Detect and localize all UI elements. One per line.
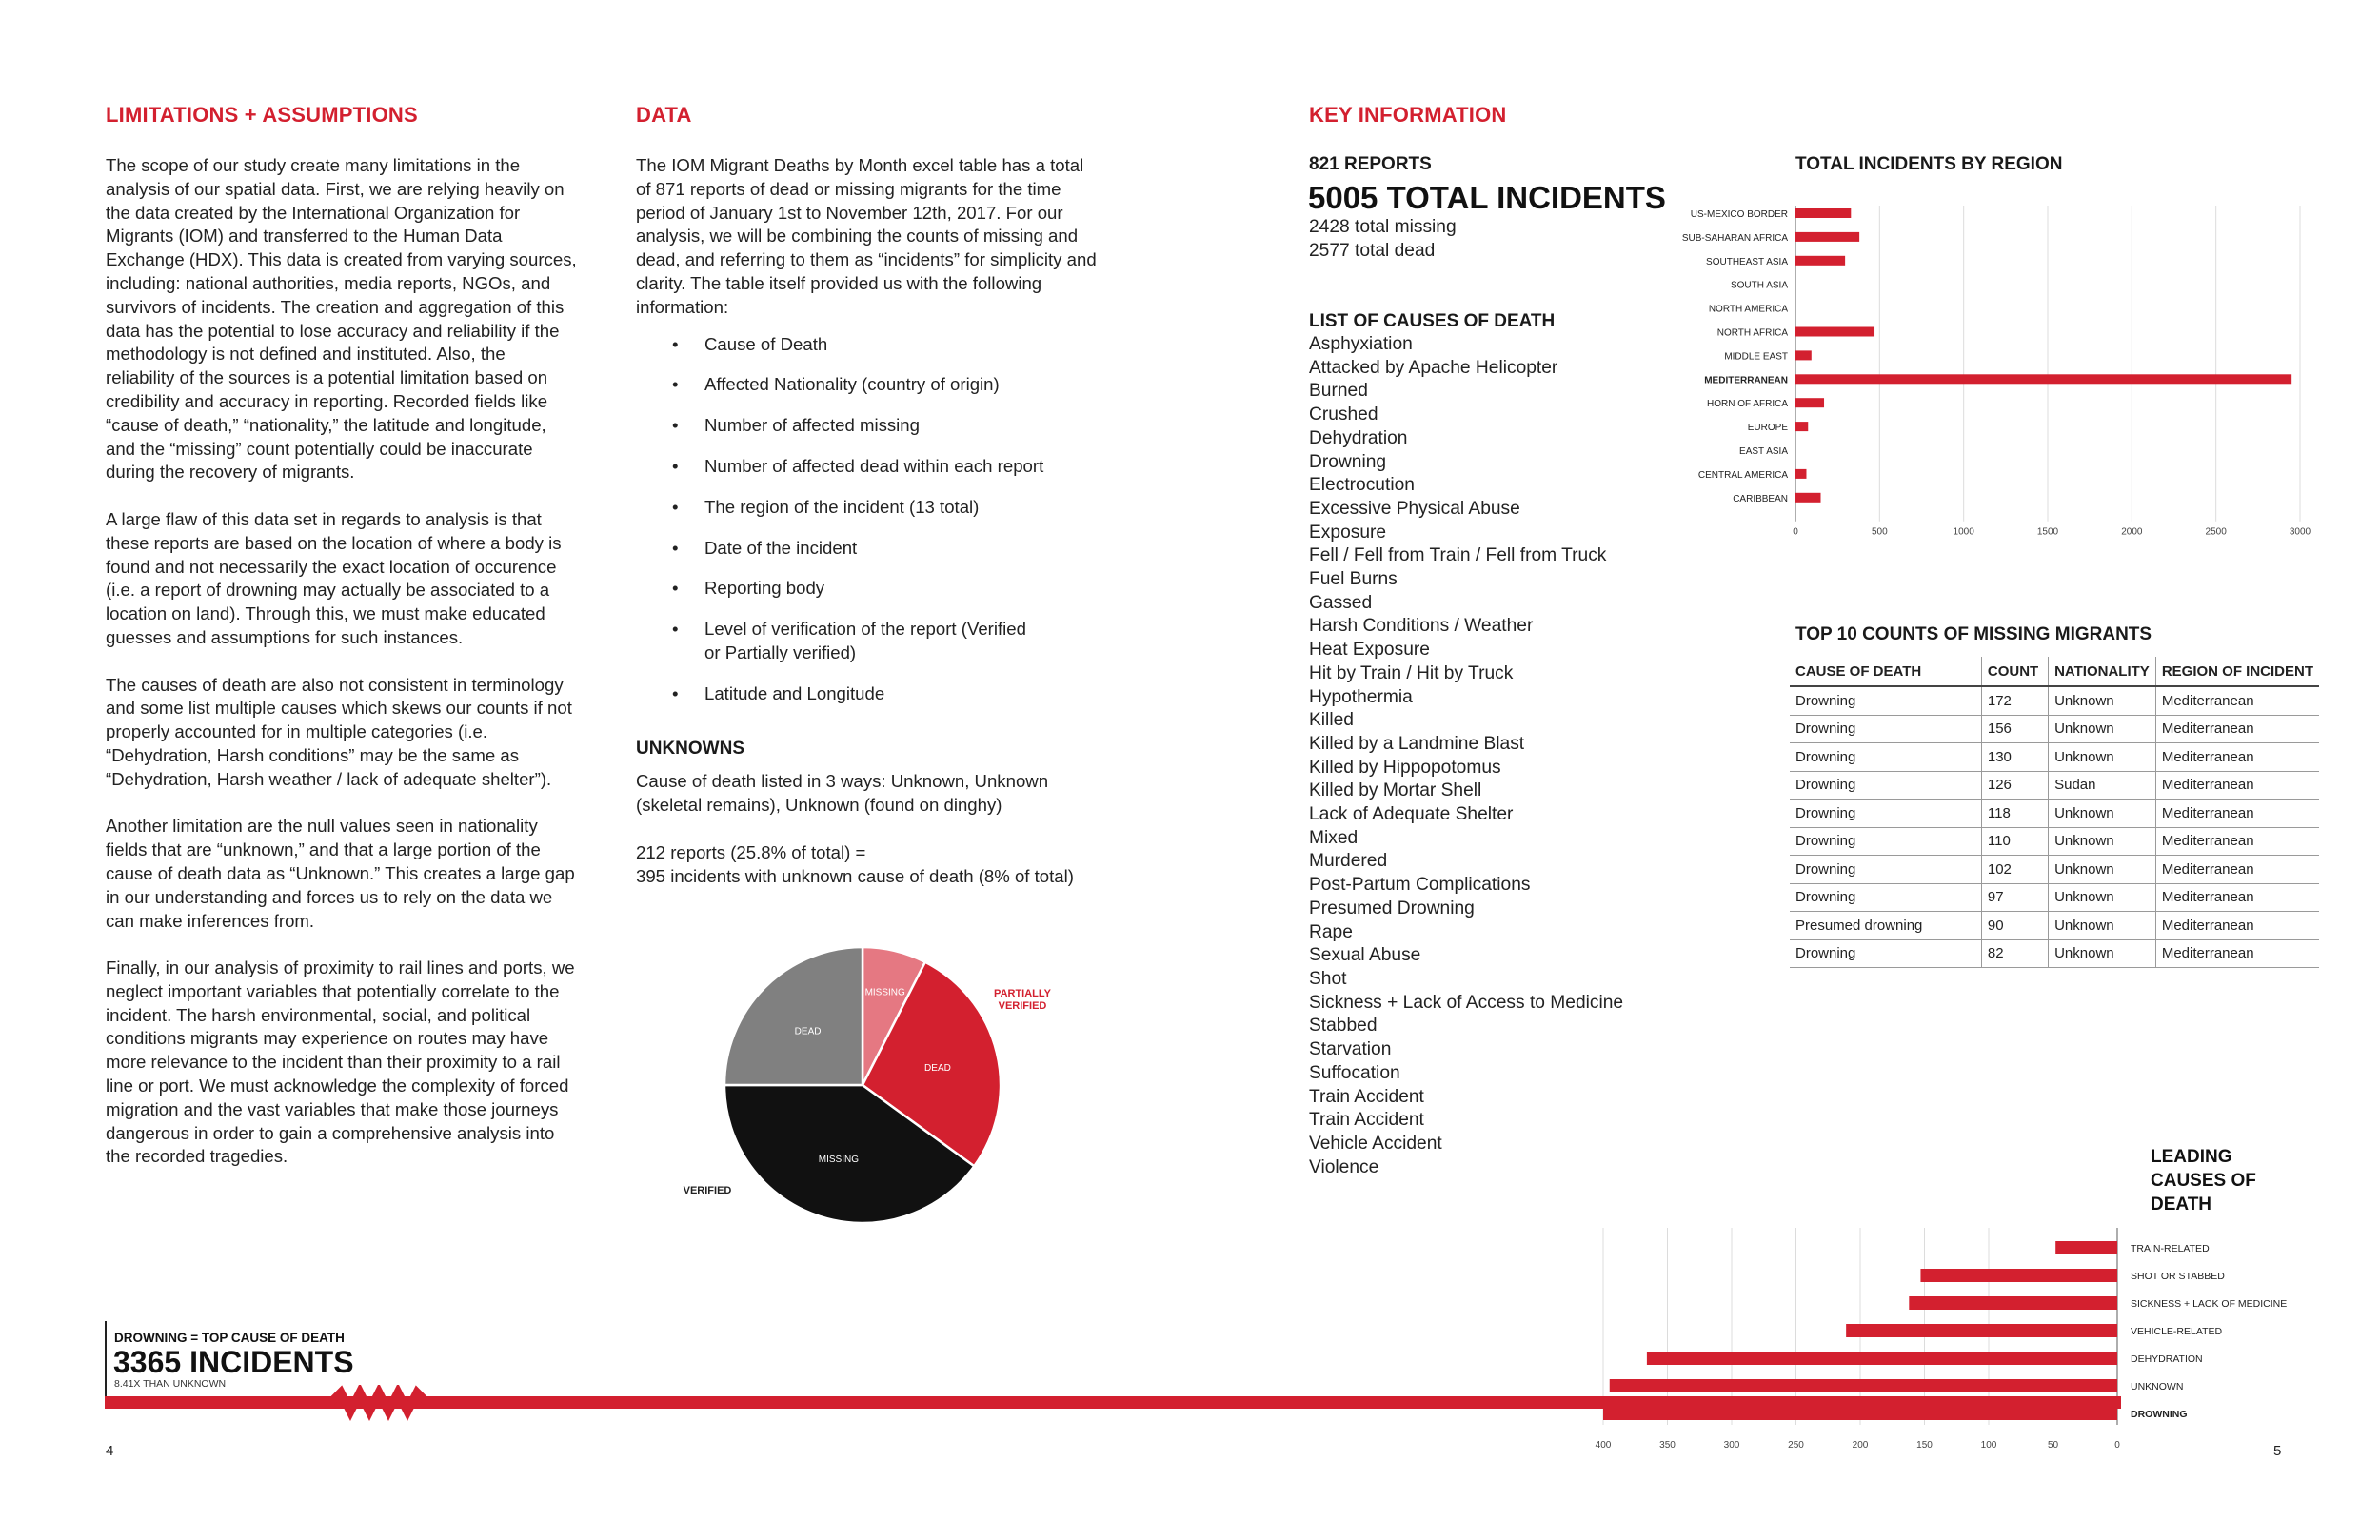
cause-item: Exposure: [1309, 522, 1387, 543]
x-tick-label: 250: [1788, 1440, 1804, 1451]
category-label: SOUTH ASIA: [1730, 280, 1788, 291]
missing-table-title: TOP 10 COUNTS OF MISSING MIGRANTS: [1795, 624, 2152, 644]
cause-item: Starvation: [1309, 1039, 1392, 1060]
category-label: NORTH AFRICA: [1716, 327, 1788, 339]
category-label: SICKNESS + LACK OF MEDICINE: [2131, 1298, 2288, 1310]
cause-item: Hit by Train / Hit by Truck: [1309, 662, 1514, 683]
limitations-paragraph: Finally, in our analysis of proximity to rail lines and ports, we neglect important variables that potentially correlate to the incident. The harsh environmental, social, and political conditions migrants may experience on routes may have more relevance to the incident than their proximity to a rail line or port. We must acknowledge the complexity of forced migration and the vast variables that make those journeys dangerous in order to gain a comprehensive analysis into the recorded tragedies.: [106, 958, 575, 1167]
bar: [1846, 1324, 2117, 1337]
table-row: [1790, 827, 2319, 856]
total-missing: 2428 total missing: [1309, 217, 1457, 237]
pie-slice: [724, 947, 863, 1085]
x-tick-label: 500: [1871, 526, 1888, 538]
cause-item: Rape: [1309, 921, 1353, 942]
table-cell: 82: [1981, 939, 2048, 968]
cause-item: Shot: [1309, 968, 1347, 989]
cause-item: Electrocution: [1309, 475, 1415, 496]
limitations-paragraph: The scope of our study create many limitations in the analysis of our spatial data. First, we are relying heavily on the data created by the International Organization for Migrants (IOM) and transferred to the Human Data Exchange (HDX). This data is created from varying sources, including: national authorities, media reports, NGOs, and survivors of incidents. The creation and aggregation of this data has the potential to lose accuracy and reliability if the methodology is not defined and instituted. Also, the reliability of the sources is a potential limitation based on credibility and accuracy in reporting. Recorded fields like “cause of death,” “nationality,” the latitude and longitude, and the “missing” count potentially could be inaccurate during the recovery of migrants.: [106, 155, 577, 483]
category-label: DEHYDRATION: [2131, 1353, 2203, 1365]
cause-item: Vehicle Accident: [1309, 1133, 1442, 1154]
limitations-title: LIMITATIONS + ASSUMPTIONS: [106, 103, 418, 127]
category-label: TRAIN-RELATED: [2131, 1243, 2210, 1254]
cause-item: Violence: [1309, 1156, 1379, 1177]
category-label: DROWNING: [2131, 1409, 2188, 1420]
cause-item: Crushed: [1309, 405, 1378, 425]
cause-item: Killed: [1309, 710, 1354, 731]
cause-item: Presumed Drowning: [1309, 898, 1475, 918]
limitations-body: [106, 154, 578, 1193]
table-cell: 130: [1981, 743, 2048, 772]
x-tick-label: 3000: [2289, 526, 2311, 538]
category-label: VEHICLE-RELATED: [2131, 1326, 2223, 1337]
leading-causes-title: LEADING CAUSES OF DEATH: [2151, 1147, 2256, 1214]
table-row: [1790, 912, 2319, 940]
limitations-paragraph: The causes of death are also not consistent in terminology and some list multiple causes which skews our counts if not properly accounted for in multiple categories (i.e. “Dehydration, Harsh conditions” may be the same as “Dehydration, Harsh weather / lack of adequate shelter”).: [106, 674, 572, 789]
bar: [1795, 398, 1824, 407]
unknowns-title: UNKNOWNS: [636, 739, 744, 759]
bar: [1647, 1352, 2117, 1365]
cause-item: Sexual Abuse: [1309, 945, 1421, 966]
cause-item: Dehydration: [1309, 427, 1408, 448]
table-cell: Mediterranean: [2155, 827, 2319, 856]
table-header-row: [1790, 657, 2319, 686]
table-cell: Drowning: [1790, 686, 1981, 715]
column-header: NATIONALITY: [2049, 657, 2156, 686]
category-label: EUROPE: [1747, 423, 1788, 434]
x-tick-label: 300: [1723, 1440, 1740, 1451]
cause-item: Asphyxiation: [1309, 334, 1413, 354]
table-cell: Mediterranean: [2155, 856, 2319, 884]
table-cell: Drowning: [1790, 771, 1981, 800]
cause-item: Heat Exposure: [1309, 640, 1430, 661]
data-intro: The IOM Migrant Deaths by Month excel table has a total of 871 reports of dead or missing migrants for the time period of January 1st to November 12th, 2017. For our analysis, we will be combining the counts of missing and dead, and referring to them as “incidents” for simplicity and clarity. The table itself provided us with the following information:: [636, 155, 1097, 317]
x-tick-label: 0: [2114, 1440, 2120, 1451]
cause-item: Gassed: [1309, 592, 1373, 613]
bullet-item: • Number of affected missing: [636, 414, 1102, 438]
cause-item: Excessive Physical Abuse: [1309, 498, 1520, 519]
bar: [1909, 1296, 2117, 1310]
bar: [1795, 469, 1806, 479]
x-tick-label: 350: [1659, 1440, 1676, 1451]
cause-item: Killed by Mortar Shell: [1309, 780, 1482, 801]
category-label: CENTRAL AMERICA: [1697, 469, 1788, 481]
page-number-right: 5: [2273, 1443, 2282, 1459]
cause-item: Burned: [1309, 381, 1368, 402]
table-cell: Drowning: [1790, 800, 1981, 828]
table-cell: Mediterranean: [2155, 883, 2319, 912]
table-cell: Unknown: [2049, 856, 2156, 884]
table-cell: Drowning: [1790, 883, 1981, 912]
cause-item: Drowning: [1309, 451, 1387, 472]
category-label: NORTH AMERICA: [1708, 304, 1788, 315]
cause-item: Fuel Burns: [1309, 569, 1398, 590]
category-label: SOUTHEAST ASIA: [1706, 256, 1788, 267]
bar: [1795, 350, 1812, 360]
bullet-item: • Date of the incident: [636, 537, 1102, 561]
table-cell: Mediterranean: [2155, 939, 2319, 968]
x-tick-label: 1500: [2036, 526, 2059, 538]
bullet-item: • The region of the incident (13 total): [636, 496, 1102, 520]
bullet-item: • Number of affected dead within each report: [636, 455, 1102, 479]
cause-item: Attacked by Apache Helicopter: [1309, 357, 1558, 378]
table-cell: 156: [1981, 715, 2048, 743]
table-row: [1790, 715, 2319, 743]
table-cell: 126: [1981, 771, 2048, 800]
pie-slice-label: MISSING: [864, 987, 905, 998]
table-cell: 110: [1981, 827, 2048, 856]
x-tick-label: 50: [2047, 1440, 2059, 1451]
cause-item: Killed by Hippopotomus: [1309, 757, 1501, 778]
pie-legend-verified: VERIFIED: [683, 1185, 732, 1196]
table-cell: Mediterranean: [2155, 743, 2319, 772]
causes-list: [1309, 333, 1709, 1179]
table-cell: 102: [1981, 856, 2048, 884]
table-cell: Mediterranean: [2155, 686, 2319, 715]
cause-item: Murdered: [1309, 851, 1388, 872]
drowning-callout-label: DROWNING = TOP CAUSE OF DEATH: [114, 1331, 345, 1345]
table-cell: Unknown: [2049, 939, 2156, 968]
table-row: [1790, 686, 2319, 715]
table-row: [1790, 883, 2319, 912]
bar: [1795, 208, 1851, 218]
category-label: SHOT OR STABBED: [2131, 1271, 2225, 1282]
x-tick-label: 2000: [2121, 526, 2143, 538]
table-cell: Mediterranean: [2155, 771, 2319, 800]
category-label: SUB-SAHARAN AFRICA: [1681, 232, 1788, 244]
bullet-item: • Cause of Death: [636, 333, 1102, 357]
total-dead: 2577 total dead: [1309, 241, 1436, 261]
bullet-item: • Reporting body: [636, 577, 1102, 601]
bar: [1920, 1269, 2117, 1282]
pie-slice-label: DEAD: [794, 1026, 822, 1037]
column-header: CAUSE OF DEATH: [1790, 657, 1981, 686]
table-cell: 118: [1981, 800, 2048, 828]
bullet-item: • Level of verification of the report (Verified or Partially verified): [636, 618, 1102, 665]
table-row: [1790, 939, 2319, 968]
bar: [1795, 422, 1808, 431]
unknowns-stat-2: 395 incidents with unknown cause of death (8% of total): [636, 866, 1074, 886]
table-cell: Unknown: [2049, 912, 2156, 940]
drowning-callout-count: 3365 INCIDENTS: [113, 1345, 354, 1379]
cause-item: Hypothermia: [1309, 686, 1413, 707]
unknowns-text: Cause of death listed in 3 ways: Unknown, Unknown (skeletal remains), Unknown (found on dinghy): [636, 771, 1049, 815]
table-cell: Drowning: [1790, 939, 1981, 968]
table-cell: Drowning: [1790, 743, 1981, 772]
category-label: UNKNOWN: [2131, 1381, 2184, 1392]
bar: [1795, 327, 1874, 337]
cause-item: Harsh Conditions / Weather: [1309, 616, 1534, 637]
verification-pie-chart: [666, 942, 1085, 1247]
table-cell: Unknown: [2049, 743, 2156, 772]
cause-item: Killed by a Landmine Blast: [1309, 733, 1525, 754]
category-label: HORN OF AFRICA: [1706, 399, 1788, 410]
category-label: US-MEXICO BORDER: [1690, 209, 1788, 220]
missing-migrants-table: [1790, 657, 2319, 968]
cause-item: Sickness + Lack of Access to Medicine: [1309, 992, 1624, 1013]
drowning-long-bar: [105, 1385, 2132, 1423]
cause-item: Mixed: [1309, 827, 1359, 848]
cause-item: Suffocation: [1309, 1062, 1400, 1083]
data-body: [636, 154, 1102, 723]
table-row: [1790, 743, 2319, 772]
bar: [1795, 493, 1821, 503]
table-cell: Drowning: [1790, 856, 1981, 884]
category-label: CARIBBEAN: [1733, 493, 1788, 504]
table-cell: Sudan: [2049, 771, 2156, 800]
column-header: COUNT: [1981, 657, 2048, 686]
category-label: MIDDLE EAST: [1724, 351, 1788, 363]
table-cell: Unknown: [2049, 827, 2156, 856]
cause-item: Train Accident: [1309, 1110, 1424, 1131]
table-cell: Presumed drowning: [1790, 912, 1981, 940]
table-row: [1790, 800, 2319, 828]
data-bullets: [636, 333, 1102, 706]
pie-legend-partially-verified: PARTIALLY: [994, 988, 1051, 999]
page-number-left: 4: [106, 1443, 114, 1459]
table-cell: Mediterranean: [2155, 715, 2319, 743]
table-cell: 90: [1981, 912, 2048, 940]
causes-title: LIST OF CAUSES OF DEATH: [1309, 311, 1556, 331]
cause-item: Train Accident: [1309, 1086, 1424, 1107]
category-label: EAST ASIA: [1739, 446, 1788, 457]
limitations-paragraph: Another limitation are the null values seen in nationality fields that are “unknown,” and that a large portion of the cause of death data as “Unknown.” This creates a large gap in our understanding and forces us to rely on the data we can make inferences from.: [106, 816, 575, 931]
category-label: MEDITERRANEAN: [1704, 375, 1788, 386]
cause-item: Stabbed: [1309, 1016, 1378, 1037]
bullet-item: • Affected Nationality (country of origin): [636, 373, 1102, 397]
table-cell: 172: [1981, 686, 2048, 715]
region-bar-chart: [1676, 200, 2323, 552]
limitations-paragraph: A large flaw of this data set in regards to analysis is that these reports are based on the location of where a body is found and not necessarily the exact location of occurence (i.e. a report of drowning may actually be associated to a location on land). Through this, we must make educated guesses and assumptions for such instances.: [106, 508, 562, 647]
table-row: [1790, 771, 2319, 800]
table-cell: Unknown: [2049, 883, 2156, 912]
bar: [1795, 374, 2291, 384]
bullet-item: • Latitude and Longitude: [636, 682, 1102, 706]
table-cell: Drowning: [1790, 827, 1981, 856]
cause-item: Post-Partum Complications: [1309, 875, 1531, 896]
x-tick-label: 100: [1980, 1440, 1997, 1451]
table-cell: Drowning: [1790, 715, 1981, 743]
table-cell: Unknown: [2049, 800, 2156, 828]
table-row: [1790, 856, 2319, 884]
x-tick-label: 1000: [1953, 526, 1974, 538]
cause-item: Lack of Adequate Shelter: [1309, 804, 1514, 825]
table-cell: Mediterranean: [2155, 912, 2319, 940]
column-header: REGION OF INCIDENT: [2155, 657, 2319, 686]
x-tick-label: 2500: [2205, 526, 2227, 538]
region-chart-title: TOTAL INCIDENTS BY REGION: [1795, 154, 2063, 174]
pie-slice-label: MISSING: [818, 1155, 860, 1166]
unknowns-stat-1: 212 reports (25.8% of total) =: [636, 842, 866, 862]
data-title: DATA: [636, 103, 692, 127]
bar: [1795, 232, 1859, 242]
pie-slice-label: DEAD: [924, 1063, 951, 1075]
pie-legend-partially-verified: VERIFIED: [998, 1000, 1047, 1012]
bar: [2055, 1241, 2117, 1254]
x-tick-label: 0: [1793, 526, 1798, 538]
total-incidents: 5005 TOTAL INCIDENTS: [1308, 180, 1666, 215]
x-tick-label: 400: [1595, 1440, 1612, 1451]
key-info-title: KEY INFORMATION: [1309, 103, 1507, 127]
x-tick-label: 150: [1916, 1440, 1933, 1451]
bar: [1795, 256, 1845, 266]
table-cell: Mediterranean: [2155, 800, 2319, 828]
table-cell: 97: [1981, 883, 2048, 912]
x-tick-label: 200: [1852, 1440, 1869, 1451]
table-cell: Unknown: [2049, 715, 2156, 743]
reports-count: 821 REPORTS: [1309, 154, 1432, 174]
drowning-callout-ratio: 8.41X THAN UNKNOWN: [114, 1378, 227, 1390]
table-cell: Unknown: [2049, 686, 2156, 715]
cause-item: Fell / Fell from Train / Fell from Truck: [1309, 545, 1607, 566]
